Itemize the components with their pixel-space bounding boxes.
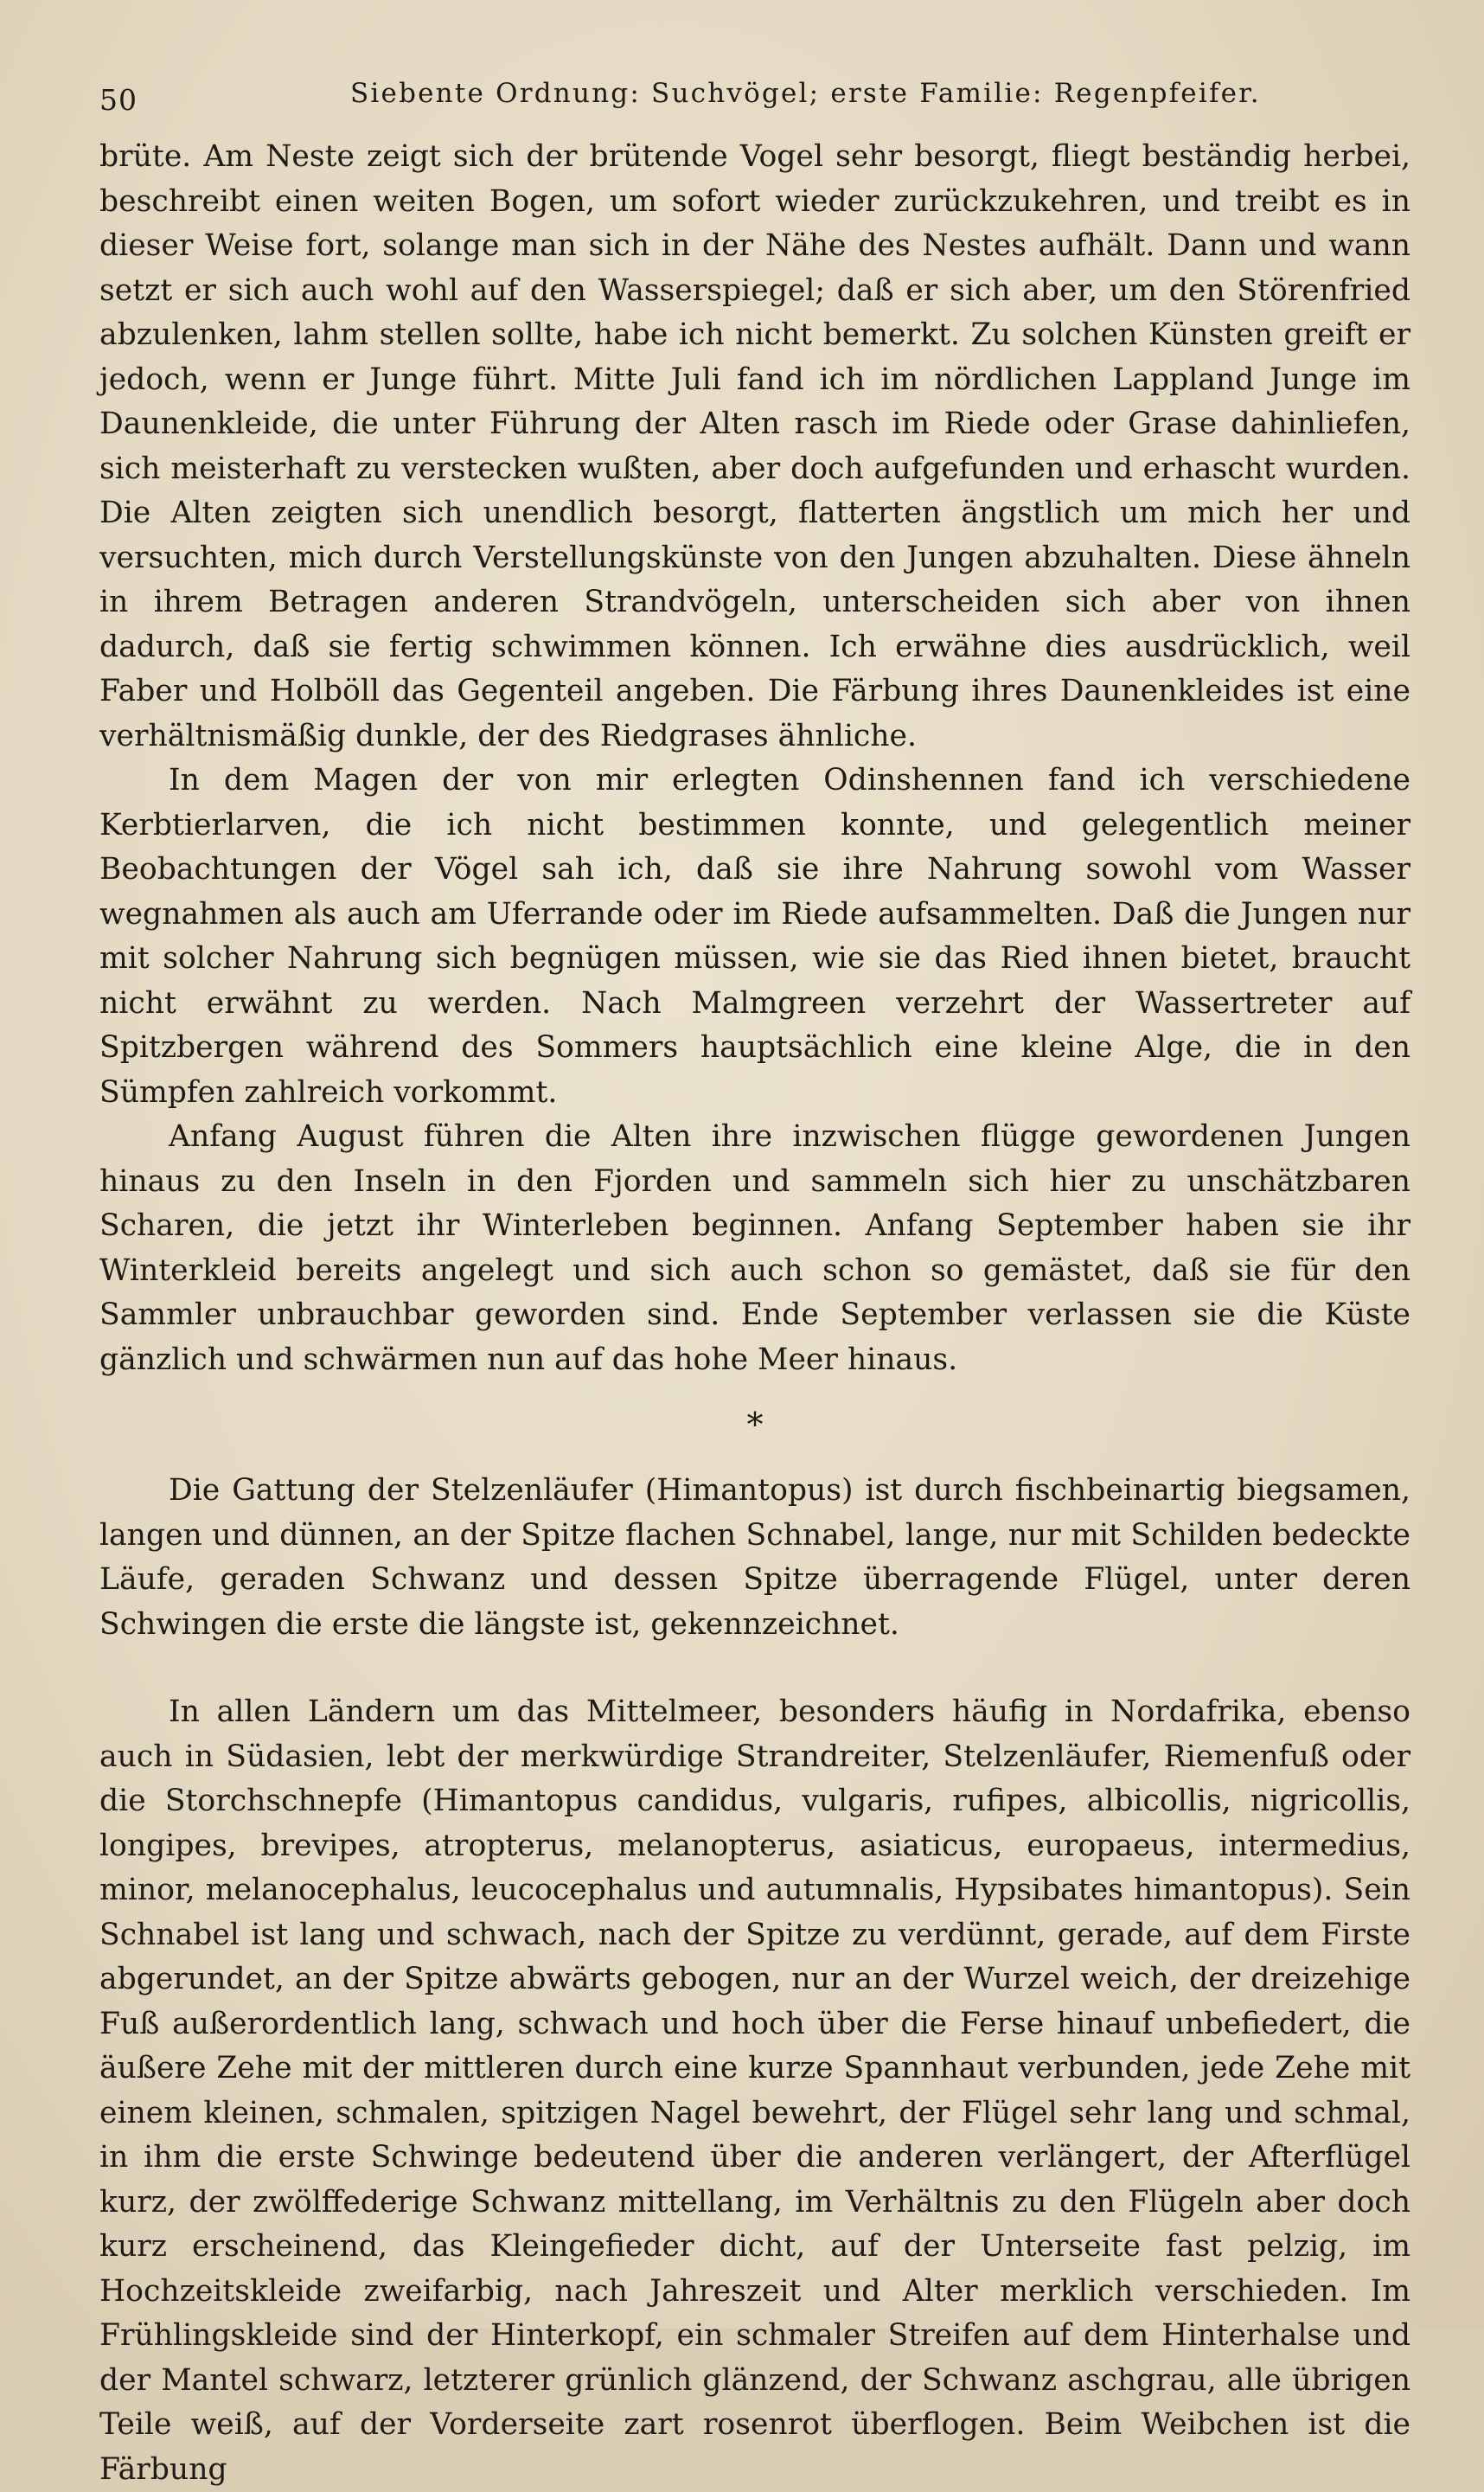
paragraph-species-description: In allen Ländern um das Mittelmeer, besonders häufig in Nordafrika, ebenso auch in Südasien, lebt der merkwürdige Strandreiter, Stelzenläufer, Riemenfuß oder die Storchschnepfe (Himantopus candidus, vulgaris, rufipes, albicollis, nigricollis, longipes, brevipes, atropterus, melanopterus, asiaticus, europaeus, intermedius, minor, melanocephalus, leucocephalus und autumnalis, Hypsibates himantopus). Sein Schnabel ist lang und schwach, nach der Spitze zu verdünnt, gerade, auf dem Firste abgerundet, an der Spitze abwärts gebogen, nur an der Wurzel weich, der dreizehige Fuß außerordentlich lang, schwach und hoch über die Ferse hinauf unbefiedert, die äußere Zehe mit der mittleren durch eine kurze Spannhaut verbunden, jede Zehe mit einem kleinen, schmalen, spitzigen Nagel bewehrt, der Flügel sehr lang und schmal, in ihm die erste Schwinge bedeutend über die anderen verlängert, der Afterflügel kurz, der zwölffederige Schwanz mittellang, im Verhältnis zu den Flügeln aber doch kurz erscheinend, das Kleingefieder dicht, auf der Unterseite fast pelzig, im Hochzeitskleide zweifarbig, nach Jahreszeit und Alter merklich verschieden. Im Frühlingskleide sind der Hinterkopf, ein schmaler Streifen auf dem Hinterhalse und der Mantel schwarz, letzterer grünlich glänzend, der Schwanz aschgrau, alle übrigen Teile weiß, auf der Vorderseite zart rosenrot überflogen. Beim Weibchen ist die Färbung bbox=[99, 1694, 1410, 2487]
page-header bbox=[99, 78, 1423, 130]
section-separator: * bbox=[746, 1406, 764, 1444]
paragraph-migration: Anfang August führen die Alten ihre inzwischen flügge gewordenen Jungen hinaus zu den Inseln in den Fjorden und sammeln sich hier zu unschätzbaren Scharen, die jetzt ihr Winterleben beginnen. Anfang September haben sie ihr Winterkleid bereits angelegt und sich auch schon so gemästet, daß sie für den Sammler unbrauchbar geworden sind. Ende September verlassen sie die Küste gänzlich und schwärmen nun auf das hohe Meer hinaus. bbox=[99, 1119, 1410, 1377]
paragraph-gap bbox=[99, 1647, 1410, 1690]
running-head: Siebente Ordnung: Suchvögel; erste Familie: Regenpfeifer. bbox=[350, 78, 1261, 109]
page-body bbox=[99, 135, 1410, 2492]
paragraph-nesting-behavior: brüte. Am Neste zeigt sich der brütende Vogel sehr besorgt, fliegt beständig herbei, beschreibt einen weiten Bogen, um sofort wieder zurückzukehren, und treibt es in dieser Weise fort, solange man sich in der Nähe des Nestes aufhält. Dann und wann setzt er sich auch wohl auf den Wasserspiegel; daß er sich aber, um den Störenfried abzulenken, lahm stellen sollte, habe ich nicht bemerkt. Zu solchen Künsten greift er jedoch, wenn er Junge führt. Mitte Juli fand ich im nördlichen Lappland Junge im Daunenkleide, die unter Führung der Alten rasch im Riede oder Grase dahinliefen, sich meisterhaft zu verstecken wußten, aber doch aufgefunden und erhascht wurden. Die Alten zeigten sich unendlich besorgt, flatterten ängstlich um mich her und versuchten, mich durch Verstellungskünste von den Jungen abzuhalten. Diese ähneln in ihrem Betragen anderen Strandvögeln, unterscheiden sich aber von ihnen dadurch, daß sie fertig schwimmen können. Ich erwähne dies ausdrücklich, weil Faber und Holböll das Gegenteil angeben. Die Färbung ihres Daunenkleides ist eine verhältnismäßig dunkle, der des Riedgrases ähnliche. bbox=[99, 139, 1410, 753]
paragraph-food: In dem Magen der von mir erlegten Odinshennen fand ich verschiedene Kerbtierlarven, die ich nicht bestimmen konnte, und gelegentlich meiner Beobachtungen der Vögel sah ich, daß sie ihre Nahrung sowohl vom Wasser wegnahmen als auch am Uferrande oder im Riede aufsammelten. Daß die Jungen nur mit solcher Nahrung sich begnügen müssen, wie sie das Ried ihnen bietet, braucht nicht erwähnt zu werden. Nach Malmgreen verzehrt der Wassertreter auf Spitzbergen während des Sommers hauptsächlich eine kleine Alge, die in den Sümpfen zahlreich vorkommt. bbox=[99, 763, 1410, 1110]
paragraph-genus-description: Die Gattung der Stelzenläufer (Himantopus) ist durch fischbeinartig biegsamen, langen und dünnen, an der Spitze flachen Schnabel, lange, nur mit Schilden bedeckte Läufe, geraden Schwanz und dessen Spitze überragende Flügel, unter deren Schwingen die erste die längste ist, gekennzeichnet. bbox=[99, 1473, 1410, 1642]
page-number: 50 bbox=[99, 83, 138, 117]
